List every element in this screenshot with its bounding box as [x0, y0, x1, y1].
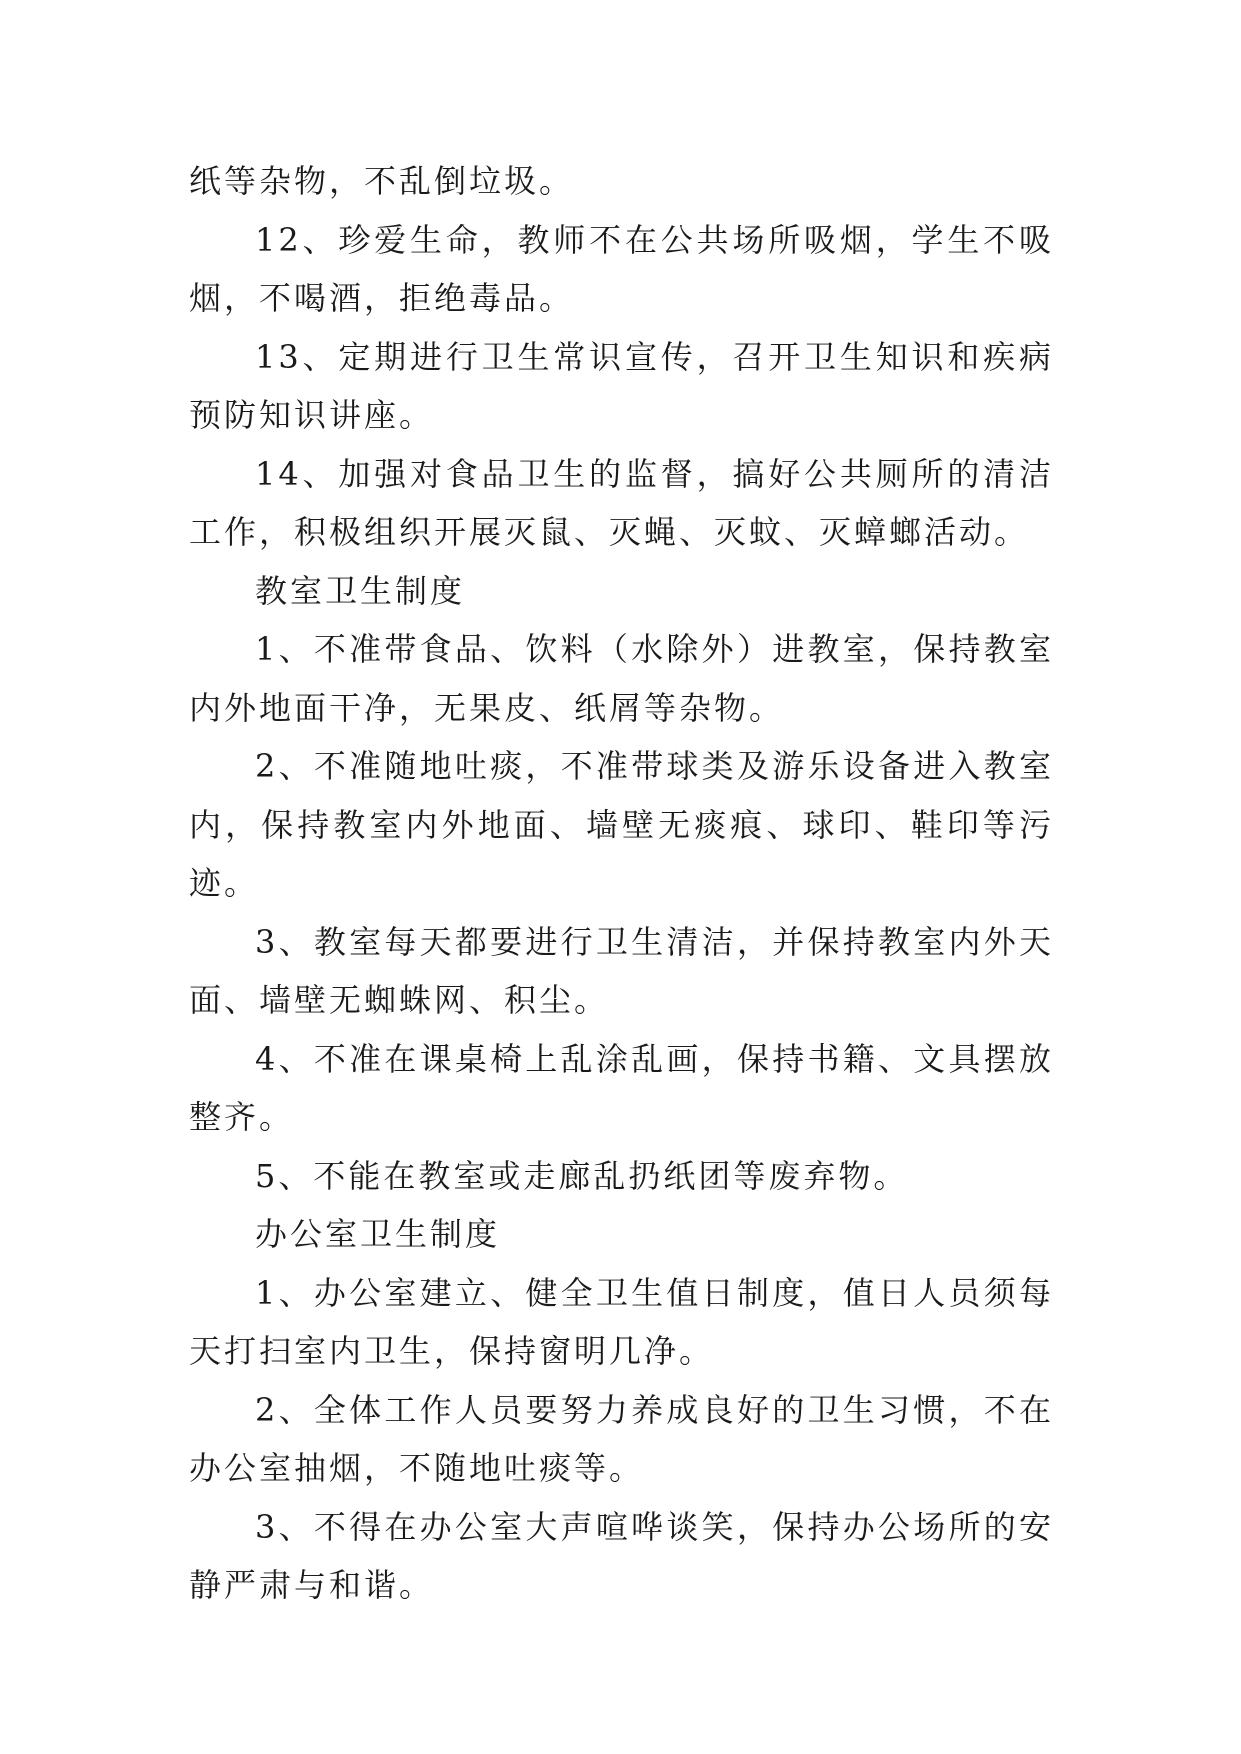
document-body [189, 152, 1054, 1615]
paragraph-classroom-rule-3: 3、教室每天都要进行卫生清洁，并保持教室内外天面、墙壁无蜘蛛网、积尘。 [189, 922, 1054, 1019]
paragraph-office-rule-1: 1、办公室建立、健全卫生值日制度，值日人员须每天打扫室内卫生，保持窗明几净。 [189, 1273, 1054, 1370]
section-heading-classroom: 教室卫生制度 [255, 571, 466, 610]
paragraph-rule-12: 12、珍爱生命，教师不在公共场所吸烟，学生不吸烟，不喝酒，拒绝毒品。 [189, 220, 1054, 317]
section-heading-office: 办公室卫生制度 [255, 1215, 501, 1253]
paragraph-office-rule-2: 2、全体工作人员要努力养成良好的卫生习惯，不在办公室抽烟，不随地吐痰等。 [189, 1390, 1054, 1487]
paragraph-classroom-rule-2: 2、不准随地吐痰，不准带球类及游乐设备进入教室内，保持教室内外地面、墙壁无痰痕、球印、鞋印等污迹。 [189, 747, 1054, 902]
paragraph-rule-13: 13、定期进行卫生常识宣传，召开卫生知识和疾病预防知识讲座。 [189, 337, 1054, 434]
paragraph-continuation: 纸等杂物，不乱倒垃圾。 [189, 162, 575, 200]
paragraph-classroom-rule-1: 1、不准带食品、饮料（水除外）进教室，保持教室内外地面干净，无果皮、纸屑等杂物。 [189, 630, 1054, 727]
paragraph-rule-14: 14、加强对食品卫生的监督，搞好公共厕所的清洁工作，积极组织开展灭鼠、灭蝇、灭蚊、灭蟑螂活动。 [189, 454, 1054, 551]
paragraph-office-rule-3: 3、不得在办公室大声喧哗谈笑，保持办公场所的安静严肃与和谐。 [189, 1507, 1054, 1604]
paragraph-classroom-rule-4: 4、不准在课桌椅上乱涂乱画，保持书籍、文具摆放整齐。 [189, 1039, 1054, 1136]
paragraph-classroom-rule-5: 5、不能在教室或走廊乱扔纸团等废弃物。 [255, 1156, 909, 1195]
